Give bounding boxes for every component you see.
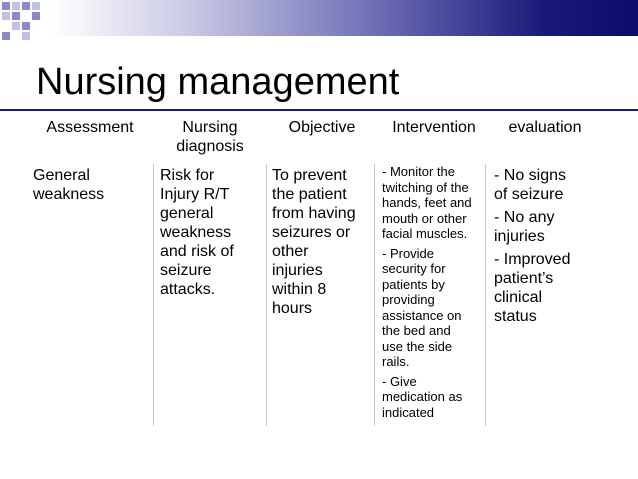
text-line: weakness (33, 186, 105, 203)
text-line: seizures or (272, 224, 351, 241)
column-divider (153, 164, 154, 426)
text-line: - Improved (494, 251, 571, 268)
text-line: from having (272, 205, 356, 222)
title-underline (0, 109, 638, 111)
text-line: attacks. (160, 281, 216, 298)
intervention-item (382, 374, 472, 421)
text-line: mouth or other (382, 210, 467, 226)
text-line: - Monitor the (382, 164, 455, 179)
text-line: providing (382, 292, 435, 307)
text-line: indicated (382, 404, 435, 420)
column-divider (485, 164, 486, 426)
text-line: General (33, 167, 90, 184)
text-line: clinical (494, 289, 543, 306)
header-nursing-diagnosis (160, 118, 260, 156)
evaluation-item (494, 208, 570, 246)
header-assessment: Assessment (46, 119, 134, 136)
text-line: twitching of the (382, 179, 469, 195)
text-line: status (494, 308, 537, 325)
text-line: - No any (494, 209, 555, 226)
text-line: medication as (382, 389, 463, 404)
text-line: - Provide (382, 245, 435, 261)
text-line: weakness (160, 224, 232, 241)
text-line: other (272, 243, 309, 260)
text-line: patients by (382, 276, 445, 292)
text-line: hands, feet and (382, 195, 472, 210)
text-line: facial muscles. (382, 226, 468, 241)
cell-objective (272, 166, 356, 318)
text-line: use the side (382, 338, 453, 354)
text-line: the bed and (382, 323, 451, 338)
text-line: security for (382, 261, 446, 276)
text-line: Injury R/T (160, 186, 230, 203)
text-line: rails. (382, 354, 410, 369)
header-intervention: Intervention (392, 119, 476, 136)
text-line: To prevent (272, 167, 347, 184)
header-nursing-line1: Nursing (182, 119, 238, 136)
text-line: Risk for (160, 167, 215, 184)
text-line: within 8 (272, 281, 327, 298)
slide-title: Nursing management (36, 61, 400, 103)
text-line: patient’s (494, 270, 554, 287)
evaluation-item (494, 166, 570, 204)
column-divider (374, 164, 375, 426)
header-nursing-line2: diagnosis (176, 138, 244, 155)
text-line: of seizure (494, 186, 564, 203)
cell-assessment (33, 166, 104, 204)
column-divider (266, 164, 267, 426)
text-line: seizure (160, 262, 212, 279)
text-line: injuries (494, 228, 545, 245)
text-line: hours (272, 300, 313, 317)
cell-evaluation (494, 166, 570, 326)
intervention-item (382, 164, 472, 242)
text-line: injuries (272, 262, 323, 279)
header-evaluation: evaluation (508, 119, 582, 136)
cell-diagnosis (160, 166, 234, 299)
cell-intervention (382, 164, 472, 420)
text-line: - Give (382, 373, 417, 389)
text-line: and risk of (160, 243, 234, 260)
text-line: - No signs (494, 167, 567, 184)
text-line: the patient (272, 186, 347, 203)
header-objective: Objective (288, 119, 356, 136)
intervention-item (382, 246, 472, 370)
top-gradient-band (0, 0, 638, 36)
text-line: assistance on (382, 307, 462, 323)
evaluation-item (494, 250, 570, 326)
text-line: general (160, 205, 214, 222)
